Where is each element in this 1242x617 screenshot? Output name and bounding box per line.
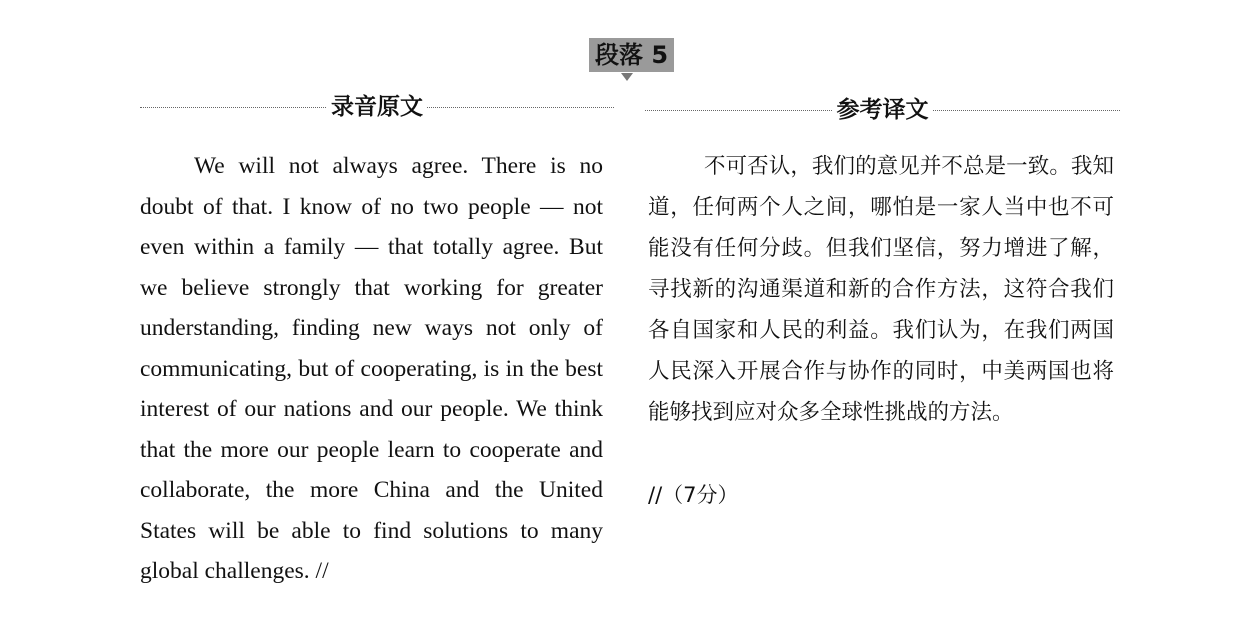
paragraph-label-arrow-icon — [621, 73, 633, 81]
right-column-title: 参考译文 — [833, 95, 933, 125]
original-transcript-text: We will not always agree. There is no doubt of that. I know of no two people — not even within a family — that totally agree. But we believe strongly that working for greater understanding, finding new ways not only of communicating, but of cooperating, is in the best interest of our nations and our people. We think that the more our people learn to cooperate and collaborate, the more China and the United States will be able to find solutions to many global challenges. // — [140, 153, 603, 584]
score-note: //（7分） — [648, 483, 739, 507]
reference-translation-text: 不可否认，我们的意见并不总是一致。我知道，任何两个人之间，哪怕是一家人当中也不可能没有任何分歧。但我们坚信，努力增进了解，寻找新的沟通渠道和新的合作方法，这符合我们各自国家和人民的利益。我们认为，在我们两国人民深入开展合作与协作的同时，中美两国也将能够找到应对众多全球性挑战的方法。 — [648, 154, 1114, 425]
paragraph-label: 段落 5 — [589, 38, 674, 72]
left-column-header — [140, 92, 614, 122]
right-column-header — [645, 95, 1120, 125]
left-column-title: 录音原文 — [327, 92, 427, 122]
